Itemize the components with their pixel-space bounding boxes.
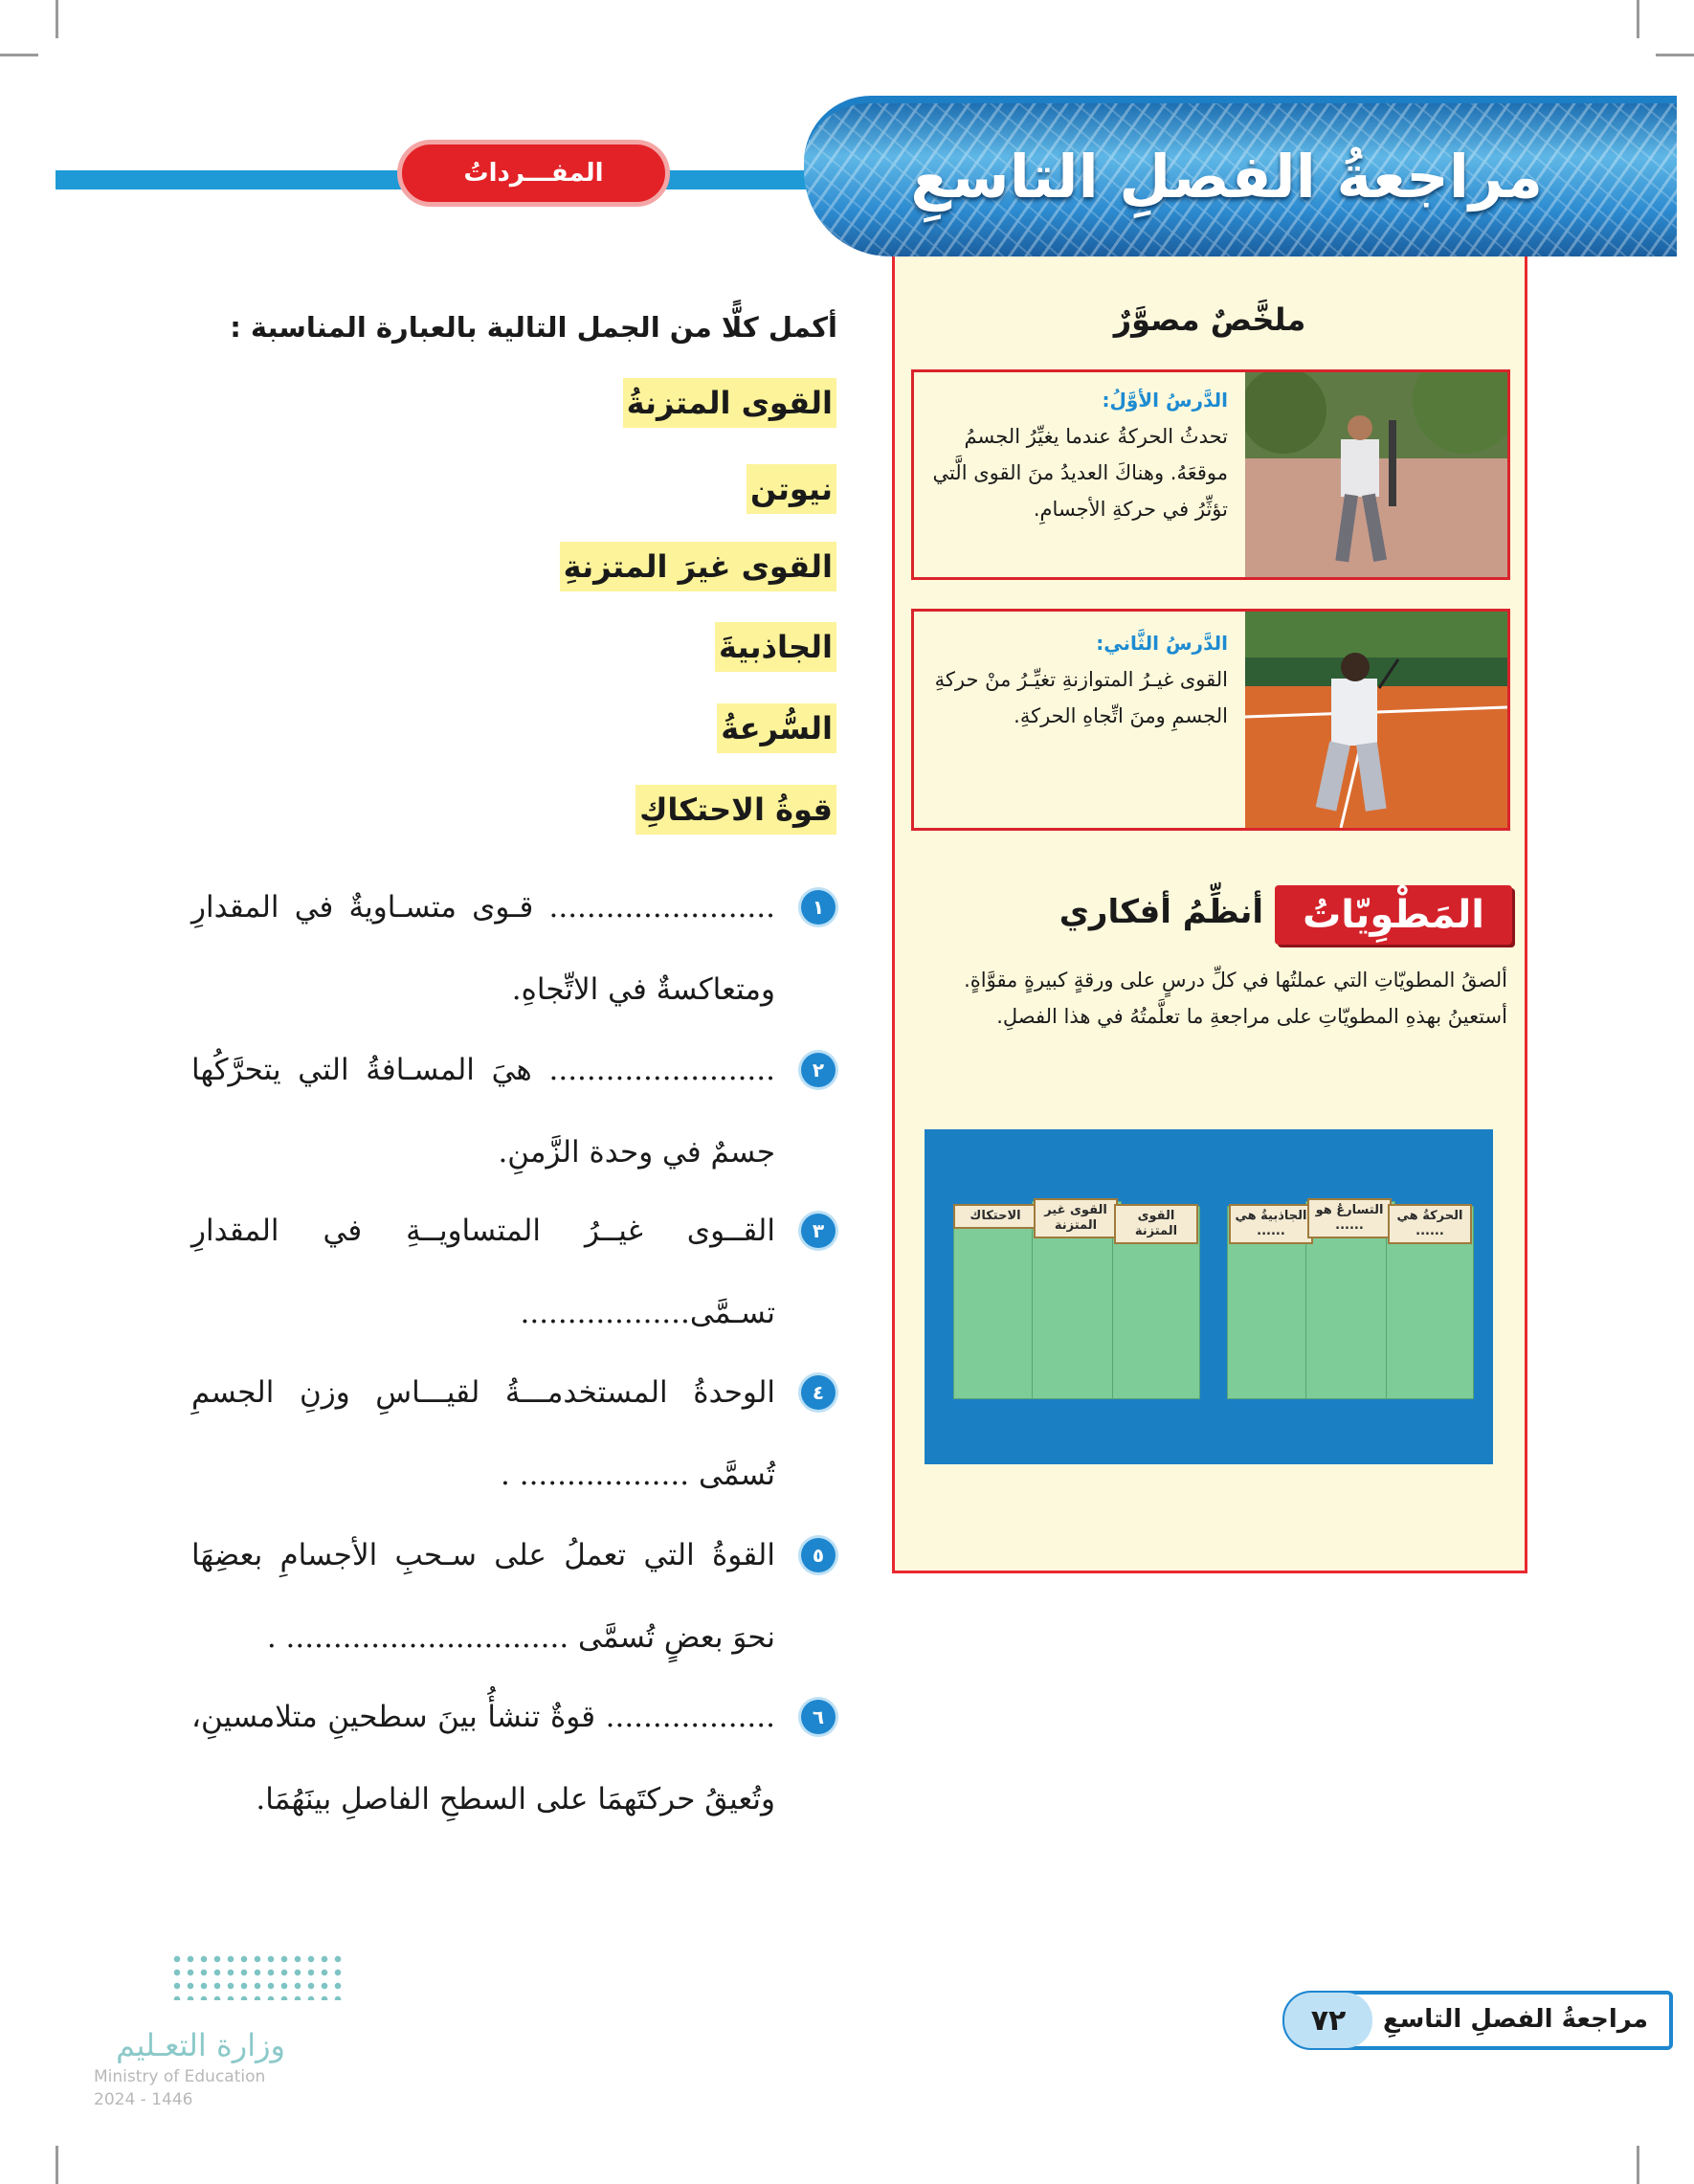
crop-mark [1637,2146,1639,2184]
vocab-term: القوى غيرَ المتزنةِ [560,542,836,591]
lesson-2-photo [1245,612,1507,828]
crop-mark [56,0,58,38]
question-number: ٤ [801,1375,836,1410]
question-text: الوحدةُ المستخدمـــةُ لقيـــاسِ وزنِ الجسمِ تُسمَّى .................. . [191,1375,775,1492]
flap [953,1206,1041,1399]
flap-label: القوى غير المتزنة [1034,1198,1118,1238]
lesson-1-heading: الدَّرسُ الأوَّلُ: [1102,389,1228,412]
question-text: .................. قوةٌ تنشأُ بينَ سطحينِ متلامسينِ، وتُعيقُ حركتَهمَا على السطحِ الفاصلِ بينَهُمَا. [191,1700,775,1816]
question-number: ٣ [801,1214,836,1248]
foldables-subtitle: أنظِّمُ أفكاري [1059,893,1263,931]
vocab-term: القوى المتزنةُ [623,378,836,428]
crop-mark [56,2146,58,2184]
ministry-logo [94,1952,343,2115]
question-number: ٦ [801,1700,836,1734]
ministry-year: 2024 - 1446 [94,2090,193,2109]
crop-mark [1637,0,1639,38]
footer-chapter: مراجعةُ الفصلِ التاسعِ [1382,2005,1648,2034]
page-footer [1282,1991,1673,2050]
question-text: ........................ هيَ المسـافةُ التي يتحرَّكُها جسمٌ في وحدة الزَّمنِ. [191,1053,775,1170]
exercise-instruction: أكمل كلًّا من الجمل التالية بالعبارة المناسبة : [230,311,837,344]
summary-title: ملخَّصٌ مصوَّرٌ [1113,301,1306,338]
lesson-1-body: تحدثُ الحركةُ عندما يغيِّرُ الجسمُ موقعَهُ. وهناكَ العديدُ منَ القوى الَّتي تؤثِّرُ في حركةِ الأجسامِ. [932,425,1228,521]
vocabulary-badge: المفـــرداتُ [397,140,670,207]
question-number: ١ [801,890,836,925]
foldables-photo [925,1129,1493,1464]
foldables-logo: المَطْوِيّاتُ [1275,885,1512,945]
crop-mark [0,54,38,56]
ministry-name-ar: وزارة التعـليم [116,2027,285,2063]
vocab-term: الجاذبيةَ [715,622,836,672]
flap-label: الاحتكاك [953,1204,1037,1229]
foldables-instructions: ألصقُ المطويّاتِ التي عملتُها في كلِّ درسٍ على ورقةٍ كبيرةٍ مقوَّاةٍ. أستعينُ بهذهِ المطويّاتِ على مراجعةِ ما تعلَّمتُهُ في هذا الفصلِ. [964,969,1507,1028]
lesson-1-photo [1245,372,1507,577]
tennis-player-image [1245,612,1507,828]
lesson-1-text [924,382,1228,527]
flap-label: القوى المتزنة [1114,1204,1198,1244]
lesson-2-text [924,625,1228,734]
flap-label: الجاذبيةُ هي ...... [1229,1204,1313,1244]
lesson-2-card [911,609,1510,831]
lesson-1-card [911,369,1510,580]
foldables-heading [957,885,1512,943]
crop-mark [1656,54,1694,56]
question-text: القوةُ التي تعملُ على سـحبِ الأجسامِ بعضِهَا نحوَ بعضٍ تُسمَّى .............................. . [191,1538,775,1655]
chapter-review-banner [804,96,1677,256]
flap-label: التسارعُ هو ...... [1307,1198,1392,1238]
lesson-2-body: القوى غيـرُ المتوازنةِ تغيِّـرُ منْ حركةِ الجسمِ ومنَ اتِّجاهِ الحركةِ. [934,668,1228,727]
vocab-term: السُّرعةُ [717,703,836,753]
flap-label: الحركةُ هي ...... [1388,1204,1472,1244]
page-number: ٧٢ [1284,1993,1372,2048]
ministry-name-en: Ministry of Education [94,2067,266,2086]
walking-boy-image [1245,372,1507,577]
vocab-term: نيوتن [747,464,836,514]
vocab-term: قوةُ الاحتكاكِ [635,785,836,835]
question-text: القــوى غيــرُ المتساويــةِ في المقدارِ تسـمَّى.................. [191,1214,775,1330]
question-number: ٢ [801,1053,836,1087]
question-text: ........................ قـوى متسـاويةٌ في المقدارِ ومتعاكسةٌ في الاتِّجاهِ. [191,890,775,1007]
question-number: ٥ [801,1538,836,1572]
ministry-dots-icon [170,1952,343,2000]
banner-title: مراجعةُ الفصلِ التاسعِ [910,142,1543,212]
lesson-2-heading: الدَّرسُ الثَّاني: [1096,632,1228,655]
